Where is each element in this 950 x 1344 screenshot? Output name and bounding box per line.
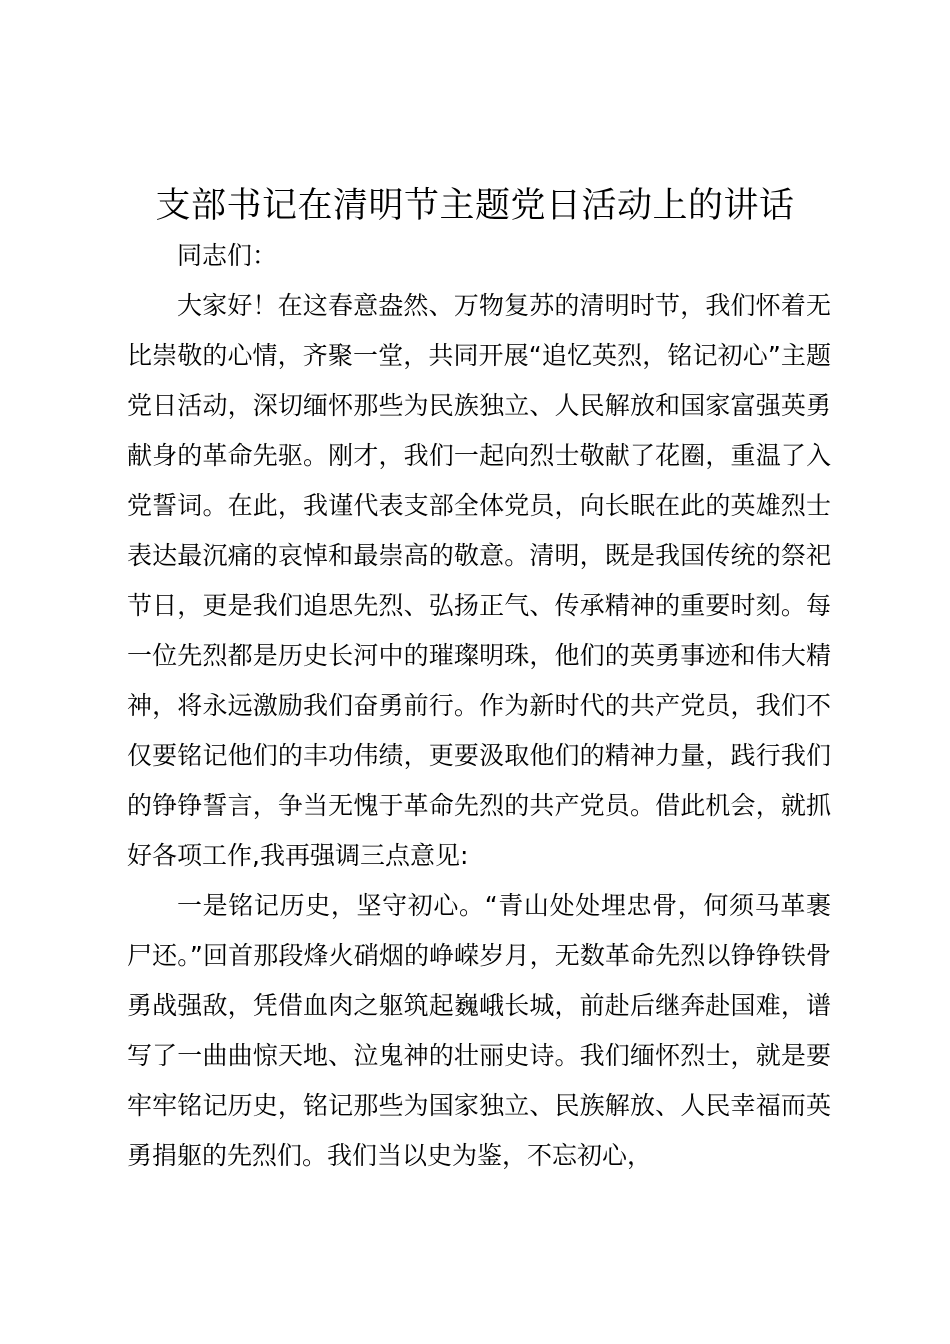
paragraph-opening: 大家好！在这春意盎然、万物复苏的清明时节，我们怀着无比崇敬的心情，齐聚一堂，共同开展“追忆英烈，铭记初心”主题党日活动，深切缅怀那些为民族独立、人民解放和国家富强英勇献身的革命先驱。刚才，我们一起向烈士敬献了花圈，重温了入党誓词。在此，我谨代表支部全体党员，向长眠在此的英雄烈士表达最沉痛的哀悼和最崇高的敬意。清明，既是我国传统的祭祀节日，更是我们追思先烈、弘扬正气、传承精神的重要时刻。每一位先烈都是历史长河中的璀璨明珠，他们的英勇事迹和伟大精神，将永远激励我们奋勇前行。作为新时代的共产党员，我们不仅要铭记他们的丰功伟绩，更要汲取他们的精神力量，践行我们的铮铮誓言，争当无愧于革命先烈的共产党员。借此机会，就抓好各项工作,我再强调三点意见: — [127, 291, 831, 870]
salutation: 同志们： — [177, 241, 278, 270]
paragraph-point-one: 一是铭记历史，坚守初心。“青山处处埋忠骨，何须马革裹尸还。”回首那段烽火硝烟的峥嵘岁月，无数革命先烈以铮铮铁骨勇战强敌，凭借血肉之躯筑起巍峨长城，前赴后继奔赴国难，谱写了一曲曲惊天地、泣鬼神的壮丽史诗。我们缅怀烈士，就是要牢牢铭记历史，铭记那些为国家独立、民族解放、人民幸福而英勇捐躯的先烈们。我们当以史为鉴，不忘初心， — [127, 891, 831, 1170]
document-body — [127, 231, 831, 1181]
document-title: 支部书记在清明节主题党日活动上的讲话 — [155, 186, 795, 226]
